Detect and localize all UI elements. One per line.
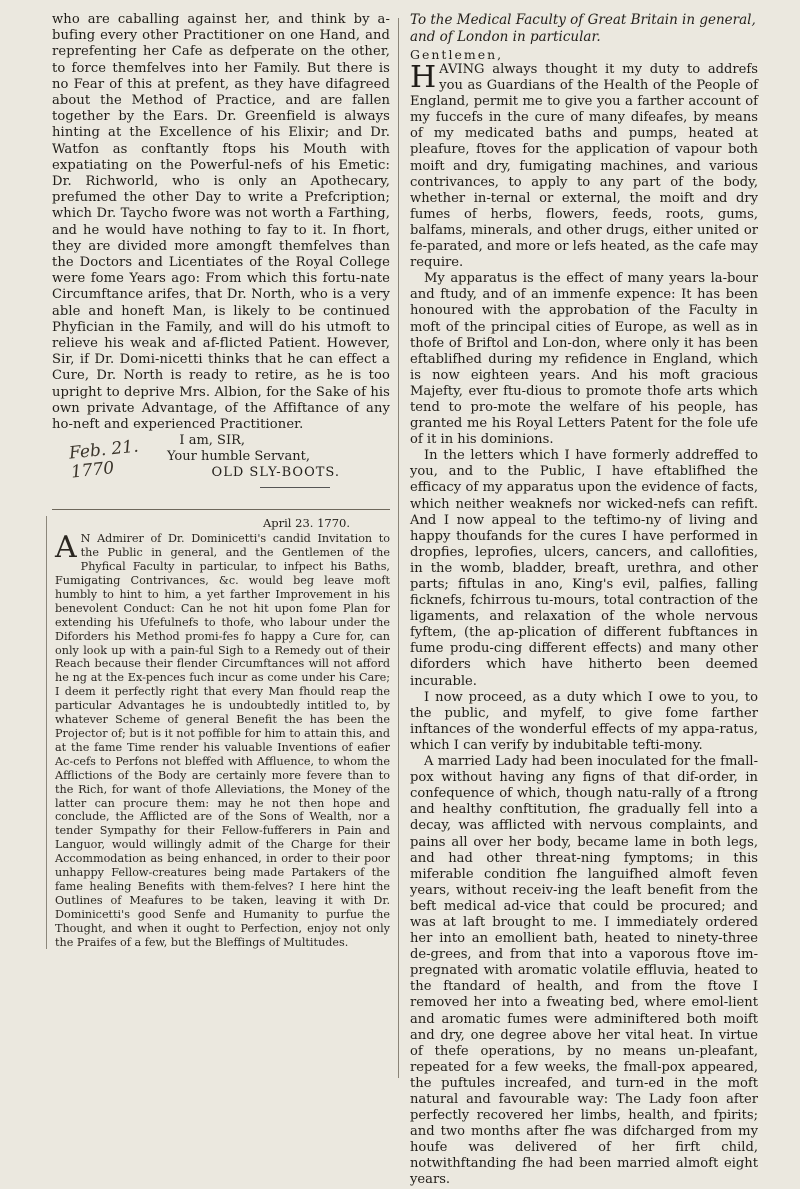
paragraph-5: A married Lady had been inoculated for the fmall-pox without having any figns of that dif-order, in confequence of which, though natu-rally of a ftrong and healthy conftitution, fhe gradually fell into a decay, was afflicted with nervous complaints, and pains all over her body, became lame in both legs, and had other threat-ning fymptoms; in this miferable condition fhe languifhed almoft feven years, without receiv-ing the leaft benefit from the beft medical ad-vice that could be procured; and was at laft brought to me. I immediately ordered her into an emollient bath, heated to ninety-three de-grees, and from that into a vaporous ftove im-pregnated with aromatic volatile effluvia, heated to the ftandard of health, and from the ftove I removed her into a fweating bed, where emol-lient and aromatic fumes were adminiftered both moift and dry, one degree above her vital heat. In virtue of thefe operations, by no means un-pleafant, repeated for a few weeks, the fmall-pox appeared, the puftules increafed, and turn-ed in the moft natural and favourable way: The Lady foon after perfectly recovered her limbs, health, and fpirits; and two months after fhe was difcharged from my houfe was delivered of her firft child, notwithftanding fhe had been married almoft eight years. [410, 754, 758, 1188]
clipping-divider [52, 509, 390, 510]
paragraph-1-text: AVING always thought it my duty to addrefs you as Guardians of the Health of the People of England, permit me to give you a farther account of my fuccefs in the cure of many difeafes, by means of my medicated baths and pumps, heated at pleafure, ftoves for the application of vapour both moift and dry, fumigating machines, and various contrivances, to apply to any part of the body, whether in-ternal or external, the moift and dry fumes of herbs, flowers, feeds, roots, gums, balfams, minerals, and other drugs, either united or fe-parated, and more or lefs heated, as the cafe may require. [410, 62, 758, 271]
left-column [52, 12, 390, 1097]
paragraph-2: My apparatus is the effect of many years la-bour and ftudy, and of an immenfe expence: It has been honoured with the approbation of the Faculty in moft of the principal cities of Europe, as well as in thofe of Briftol and Lon-don, where only it has been eftablifhed during my refidence in England, which is now eighteen years. And his moft gracious Majefty, ever ftu-dious to promote thofe arts which tend to pro-mote the welfare of his people, has granted me his Royal Letters Patent for the fole ufe of it in his dominions. [410, 271, 758, 448]
dropcap-a: A [55, 530, 77, 566]
clipping-text: N Admirer of Dr. Dominicetti's candid Invitation to the Public in general, and the Gentlemen of the Phyfical Faculty in particular, to infpect his Baths, Fumigating Contrivances, &c. would beg leave moft humbly to hint to him, a yet farther Improvement in his benevolent Conduct: Can he not hit upon fome Plan for extending his Ufefulnefs to thofe, who labour under the Diforders his Method promi-fes fo happy a Cure for, can only look up with a pain-ful Sigh to a Remedy out of their Reach because their flender Circumftances will not afford he ng at the Ex-pences fuch incur as come under his Care; I deem it perfectly right that every Man fhould reap the particular Advantages he is undoubtedly intitled to, by whatever Scheme of general Benefit the has been the Projector of; but is it not poffible for him to attain this, and at the fame Time render his valuable Inventions of eafier Ac-cefs to Perfons not bleffed with Affluence, to whom the Afflictions of the Body are certainly more fevere than to the Rich, for want of thofe Alleviations, the Money of the latter can procure them: may he not then hope and conclude, the Afflicted are of the Sons of Wealth, nor a tender Sympathy for their Fellow-fufferers in Pain and Languor, would willingly admit of the Charge for their Accommodation as being enhanced, in order to their poor unhappy Fellow-creatures being made Partakers of the fame healing Benefits with them-felves? I here hint the Outlines of Meafures to be taken, leaving it with Dr. Dominicetti's good Senfe and Humanity to purfue the Thought, and when it ought to Perfection, enjoy not only the Praifes of a few, but the Bleffings of Multitudes. [55, 532, 390, 949]
hand-note-line-1: Feb. 21. [68, 436, 140, 464]
signature-block [52, 433, 390, 489]
paragraph-3: In the letters which I have formerly addreffed to you, and to the Public, I have eftablifhed the efficacy of my apparatus upon the evidence of facts, which neither weaknefs nor wicked-nefs can refift. And I now appeal to the teftimo-ny of living and happy thoufands for the cures I have performed in dropfies, leprofies, ulcers, cancers, and callofities, in the womb, bladder, breaft, urethra, and other parts; fiftulas in ano, King's evil, palfies, falling ficknefs, fchirrous tu-mours, total contraction of the ligaments, and relaxation of the whole nervous fyftem, (the ap-plication of different fubftances in fume produ-cing different effects) and many other diforders which have hitherto been deemed incurable. [410, 448, 758, 689]
signature-salutation: I am, SIR, [179, 433, 245, 449]
handwritten-date-note [68, 438, 141, 483]
column-divider [398, 18, 399, 1078]
clipping-body [55, 532, 390, 949]
hand-note-line-2: 1770 [70, 458, 116, 483]
paragraph-1 [410, 62, 758, 271]
letter-body: who are caballing against her, and think by a-bufing every other Practitioner on one Hand, and reprefenting her Cafe as defperate on the other, to force themfelves into her Family. But there is no Fear of this at prefent, as they have difagreed about the Method of Practice, and are fallen together by the Ears. Dr. Greenfield is always hinting at the Excellence of his Elixir; and Dr. Watfon as conftantly ftops his Mouth with expatiating on the Powerful-nefs of his Emetic: Dr. Richworld, who is only an Apothecary, prefumed the other Day to write a Prefcription; which Dr. Taycho fwore was not worth a Farthing, and he would have nothing to fay to it. In fhort, they are divided more amongft themfelves than the Doctors and Licentiates of the Royal College were fome Years ago: From which this fortu-nate Circumftance arifes, that Dr. North, who is a very able and honeft Man, is likely to be continued Phyfician in the Family, and will do his utmoft to relieve his weak and af-flicted Patient. However, Sir, if Dr. Domi-nicetti thinks that he can effect a Cure, Dr. North is ready to retire, as he is too upright to deprive Mrs. Albion, for the Sake of his own private Advantage, of the Affiftance of any ho-neft and experienced Practitioner. [52, 12, 390, 433]
dropcap-h: H [410, 60, 437, 95]
clipping-date: April 23. 1770. [262, 516, 350, 531]
signature-underline [260, 487, 330, 488]
second-clipping [46, 516, 390, 949]
address-heading: To the Medical Faculty of Great Britain in general, and of London in particular. [410, 12, 756, 45]
paragraph-4: I now proceed, as a duty which I owe to you, to the public, and myfelf, to give fome farther inftances of the wonderful effects of my appa-ratus, which I can verify by indubitable tefti-mony. [410, 689, 758, 753]
right-column [410, 12, 758, 1188]
signature-name: OLD SLY-BOOTS. [211, 465, 340, 481]
salutation: Gentlemen, [410, 47, 504, 62]
signature-closing: Your humble Servant, [166, 449, 310, 465]
